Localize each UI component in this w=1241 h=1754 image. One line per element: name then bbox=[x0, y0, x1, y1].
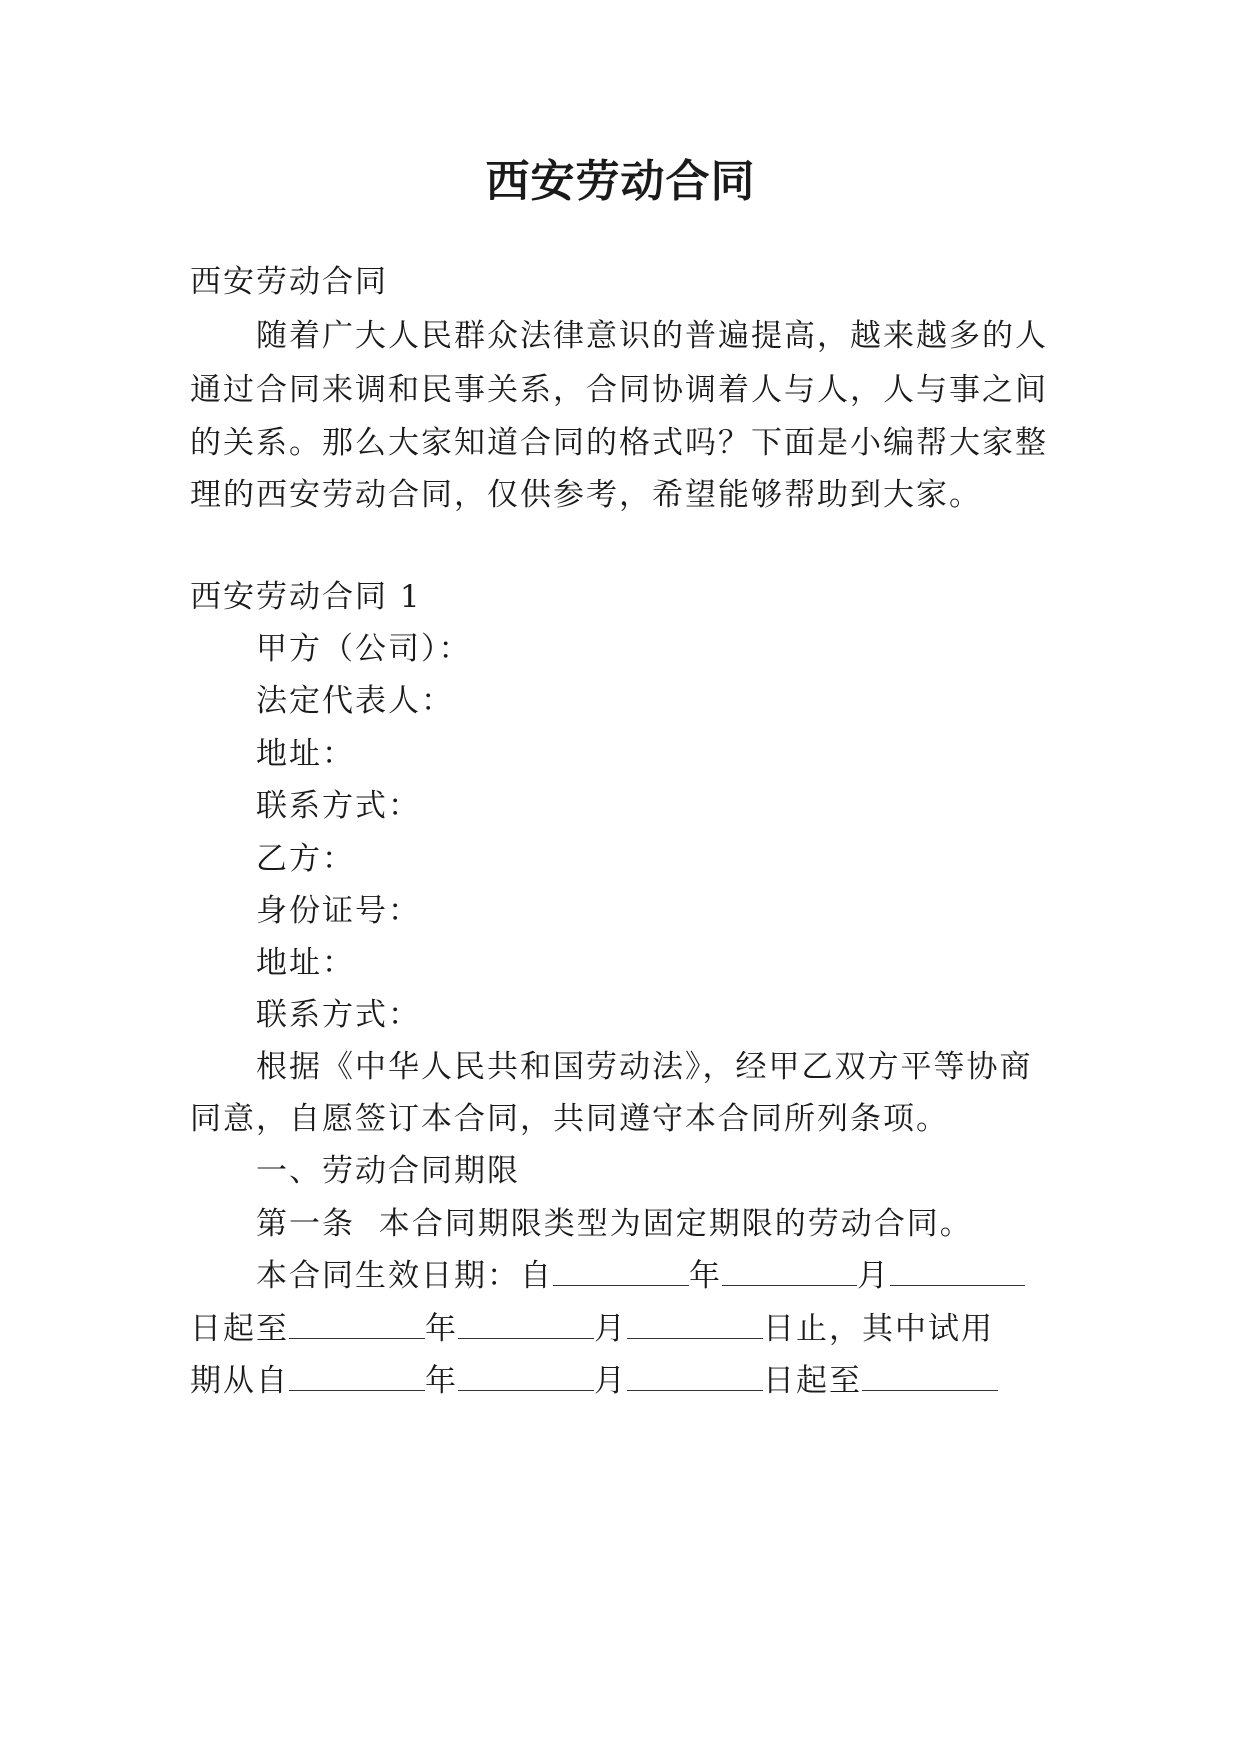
document-title: 西安劳动合同 bbox=[485, 156, 756, 207]
year-label: 年 bbox=[689, 1258, 722, 1294]
until-label: 日止，其中试用 bbox=[763, 1311, 994, 1347]
start-month-blank bbox=[722, 1255, 857, 1286]
id-number-field: 身份证号： bbox=[256, 893, 421, 929]
probation-start-day-blank bbox=[627, 1360, 763, 1391]
month-label: 月 bbox=[594, 1311, 627, 1347]
end-day-blank bbox=[627, 1308, 763, 1339]
month-label: 月 bbox=[857, 1258, 890, 1294]
start-day-blank bbox=[890, 1255, 1025, 1286]
intro-line-4: 理的西安劳动合同，仅供参考，希望能够帮助到大家。 bbox=[190, 477, 982, 513]
probation-to-label: 日起至 bbox=[763, 1363, 862, 1399]
probation-start-year-blank bbox=[289, 1360, 425, 1391]
effective-date-line-1 bbox=[256, 1247, 1050, 1305]
intro-line-1: 随着广大人民群众法律意识的普遍提高，越来越多的人 bbox=[256, 318, 1048, 354]
from-label: 日起至 bbox=[190, 1311, 289, 1347]
year-label: 年 bbox=[425, 1311, 458, 1347]
section-1-title: 一、劳动合同期限 bbox=[256, 1153, 520, 1189]
month-label: 月 bbox=[594, 1363, 627, 1399]
article-1: 第一条 本合同期限类型为固定期限的劳动合同。 bbox=[256, 1206, 973, 1242]
party-b-field: 乙方： bbox=[256, 841, 355, 877]
year-label: 年 bbox=[425, 1363, 458, 1399]
party-b-address-field: 地址： bbox=[256, 945, 355, 981]
party-a-address-field: 地址： bbox=[256, 736, 355, 772]
intro-line-2: 通过合同来调和民事关系，合同协调着人与人，人与事之间 bbox=[190, 372, 1048, 408]
probation-from-label: 期从自 bbox=[190, 1363, 289, 1399]
start-year-blank bbox=[553, 1255, 689, 1286]
probation-start-month-blank bbox=[458, 1360, 594, 1391]
contract-heading: 西安劳动合同 1 bbox=[190, 579, 422, 615]
effective-date-line-2 bbox=[190, 1300, 1050, 1358]
legal-representative-field: 法定代表人： bbox=[256, 683, 454, 719]
effective-date-label: 本合同生效日期：自 bbox=[256, 1258, 553, 1294]
end-month-blank bbox=[458, 1308, 594, 1339]
basis-line-2: 同意，自愿签订本合同，共同遵守本合同所列条项。 bbox=[190, 1101, 949, 1137]
basis-line-1: 根据《中华人民共和国劳动法》，经甲乙双方平等协商 bbox=[256, 1049, 1033, 1085]
intro-line-3: 的关系。那么大家知道合同的格式吗？下面是小编帮大家整 bbox=[190, 425, 1048, 461]
party-b-contact-field: 联系方式： bbox=[256, 997, 421, 1033]
effective-date-line-3 bbox=[190, 1352, 1050, 1410]
party-a-company-field: 甲方（公司）： bbox=[256, 631, 472, 667]
intro-heading: 西安劳动合同 bbox=[190, 264, 388, 300]
end-year-blank bbox=[289, 1308, 425, 1339]
probation-end-year-blank bbox=[862, 1360, 998, 1391]
party-a-contact-field: 联系方式： bbox=[256, 788, 421, 824]
